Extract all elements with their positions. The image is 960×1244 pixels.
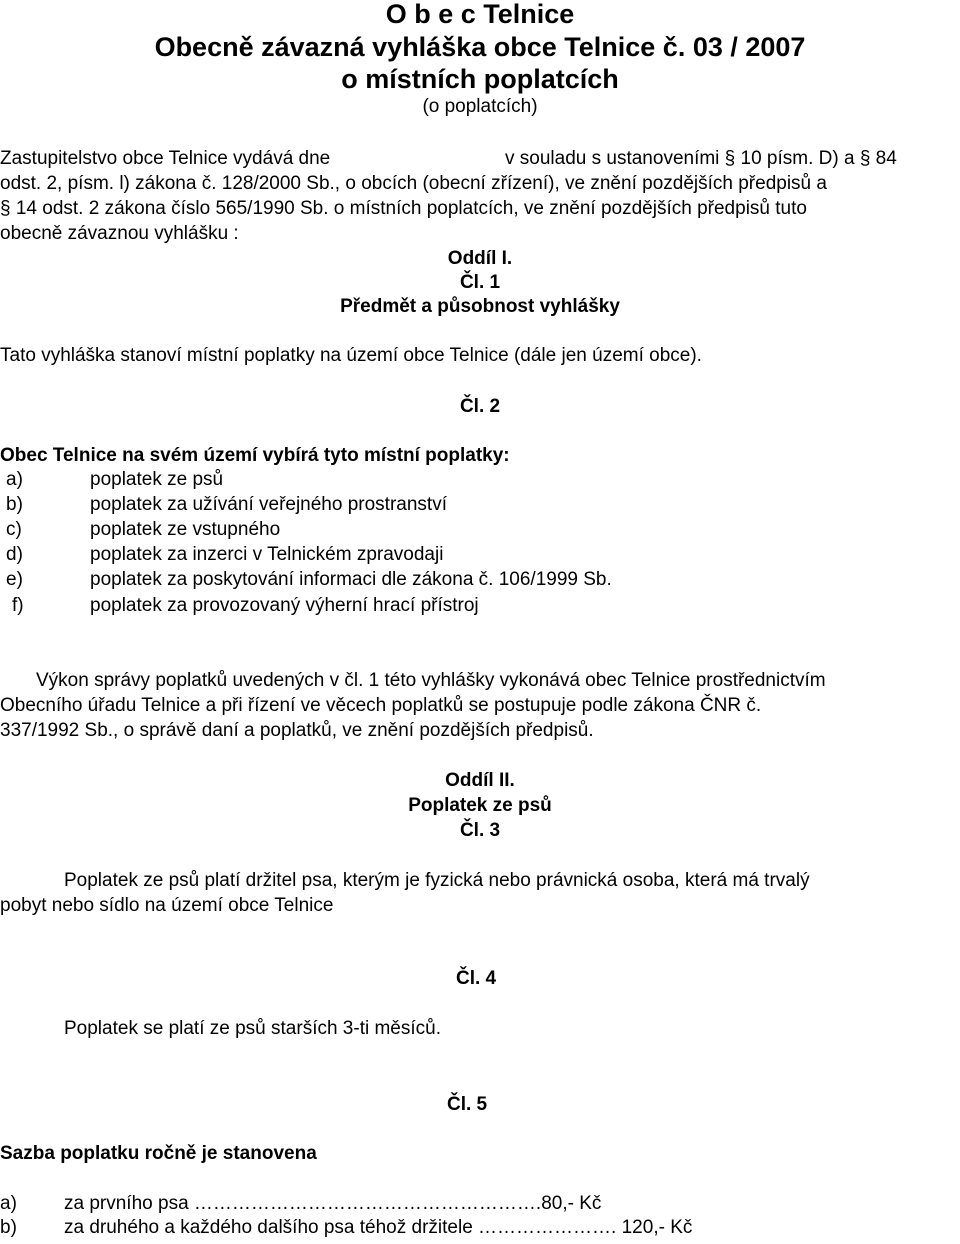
section-1-heading: Oddíl I. bbox=[447, 248, 513, 269]
rate-item-text: za druhého a každého dalšího psa téhož držitele …………………. 120,- Kč bbox=[64, 1217, 693, 1238]
fee-item-text: poplatek ze psů bbox=[90, 469, 224, 490]
municipality-heading: O b e c Telnice bbox=[385, 0, 575, 29]
document-subject: o místních poplatcích bbox=[341, 64, 619, 94]
article-3-text-line-1: Poplatek ze psů platí držitel psa, kterým je fyzická nebo právnická osoba, která má trvalý bbox=[64, 870, 810, 891]
article-3-heading: Čl. 3 bbox=[459, 820, 501, 841]
fee-item-label: e) bbox=[6, 569, 23, 590]
article-5-heading: Čl. 5 bbox=[447, 1094, 488, 1115]
section-2-title: Poplatek ze psů bbox=[408, 795, 552, 816]
admin-line-1: Výkon správy poplatků uvedených v čl. 1 této vyhlášky vykonává obec Telnice prostřednictvím bbox=[36, 670, 826, 691]
article-4-text: Poplatek se platí ze psů starších 3-ti měsíců. bbox=[64, 1018, 442, 1039]
fee-item-label: b) bbox=[6, 494, 23, 515]
fee-item-text: poplatek za provozovaný výherní hrací přístroj bbox=[90, 595, 479, 616]
rate-item-label: a) bbox=[0, 1193, 17, 1214]
fee-item-text: poplatek za užívání veřejného prostranství bbox=[90, 494, 447, 515]
article-1-title: Předmět a působnost vyhlášky bbox=[340, 296, 620, 317]
article-3-text-line-2: pobyt nebo sídlo na území obce Telnice bbox=[0, 895, 334, 916]
article-1-text: Tato vyhláška stanoví místní poplatky na území obce Telnice (dále jen území obce). bbox=[0, 345, 702, 366]
document-subtitle: (o poplatcích) bbox=[422, 96, 538, 117]
admin-line-2: Obecního úřadu Telnice a při řízení ve věcech poplatků se postupuje podle zákona ČNR č. bbox=[0, 695, 762, 716]
document-title: Obecně závazná vyhláška obce Telnice č. 03 / 2007 bbox=[154, 32, 806, 62]
admin-line-3: 337/1992 Sb., o správě daní a poplatků, ve znění pozdějších předpisů. bbox=[0, 720, 594, 741]
article-2-lead: Obec Telnice na svém území vybírá tyto místní poplatky: bbox=[0, 445, 510, 466]
intro-line-1a: Zastupitelstvo obce Telnice vydává dne bbox=[0, 148, 331, 169]
rate-item-label: b) bbox=[0, 1217, 17, 1238]
article-4-heading: Čl. 4 bbox=[456, 968, 497, 989]
article-1-heading: Čl. 1 bbox=[459, 272, 501, 293]
fee-item-text: poplatek za inzerci v Telnickém zpravodaji bbox=[90, 544, 444, 565]
fee-item-text: poplatek ze vstupného bbox=[90, 519, 281, 540]
intro-line-1b: v souladu s ustanoveními § 10 písm. D) a § 84 bbox=[505, 148, 897, 169]
intro-line-3: § 14 odst. 2 zákona číslo 565/1990 Sb. o místních poplatcích, ve znění pozdějších předpisů tuto bbox=[0, 198, 807, 219]
fee-item-label: f) bbox=[12, 595, 24, 616]
section-2-heading: Oddíl II. bbox=[445, 770, 515, 791]
intro-line-4: obecně závaznou vyhlášku : bbox=[0, 223, 239, 244]
rate-item-text: za prvního psa ……………………………………………….80,- Kč bbox=[64, 1193, 602, 1214]
article-2-heading: Čl. 2 bbox=[459, 396, 501, 417]
intro-line-2: odst. 2, písm. l) zákona č. 128/2000 Sb., o obcích (obecní zřízení), ve znění pozdějších předpisů a bbox=[0, 173, 827, 194]
fee-item-text: poplatek za poskytování informaci dle zákona č. 106/1999 Sb. bbox=[90, 569, 612, 590]
fee-item-label: c) bbox=[6, 519, 22, 540]
fee-item-label: d) bbox=[6, 544, 23, 565]
fee-item-label: a) bbox=[6, 469, 23, 490]
rate-heading: Sazba poplatku ročně je stanovena bbox=[0, 1143, 317, 1164]
